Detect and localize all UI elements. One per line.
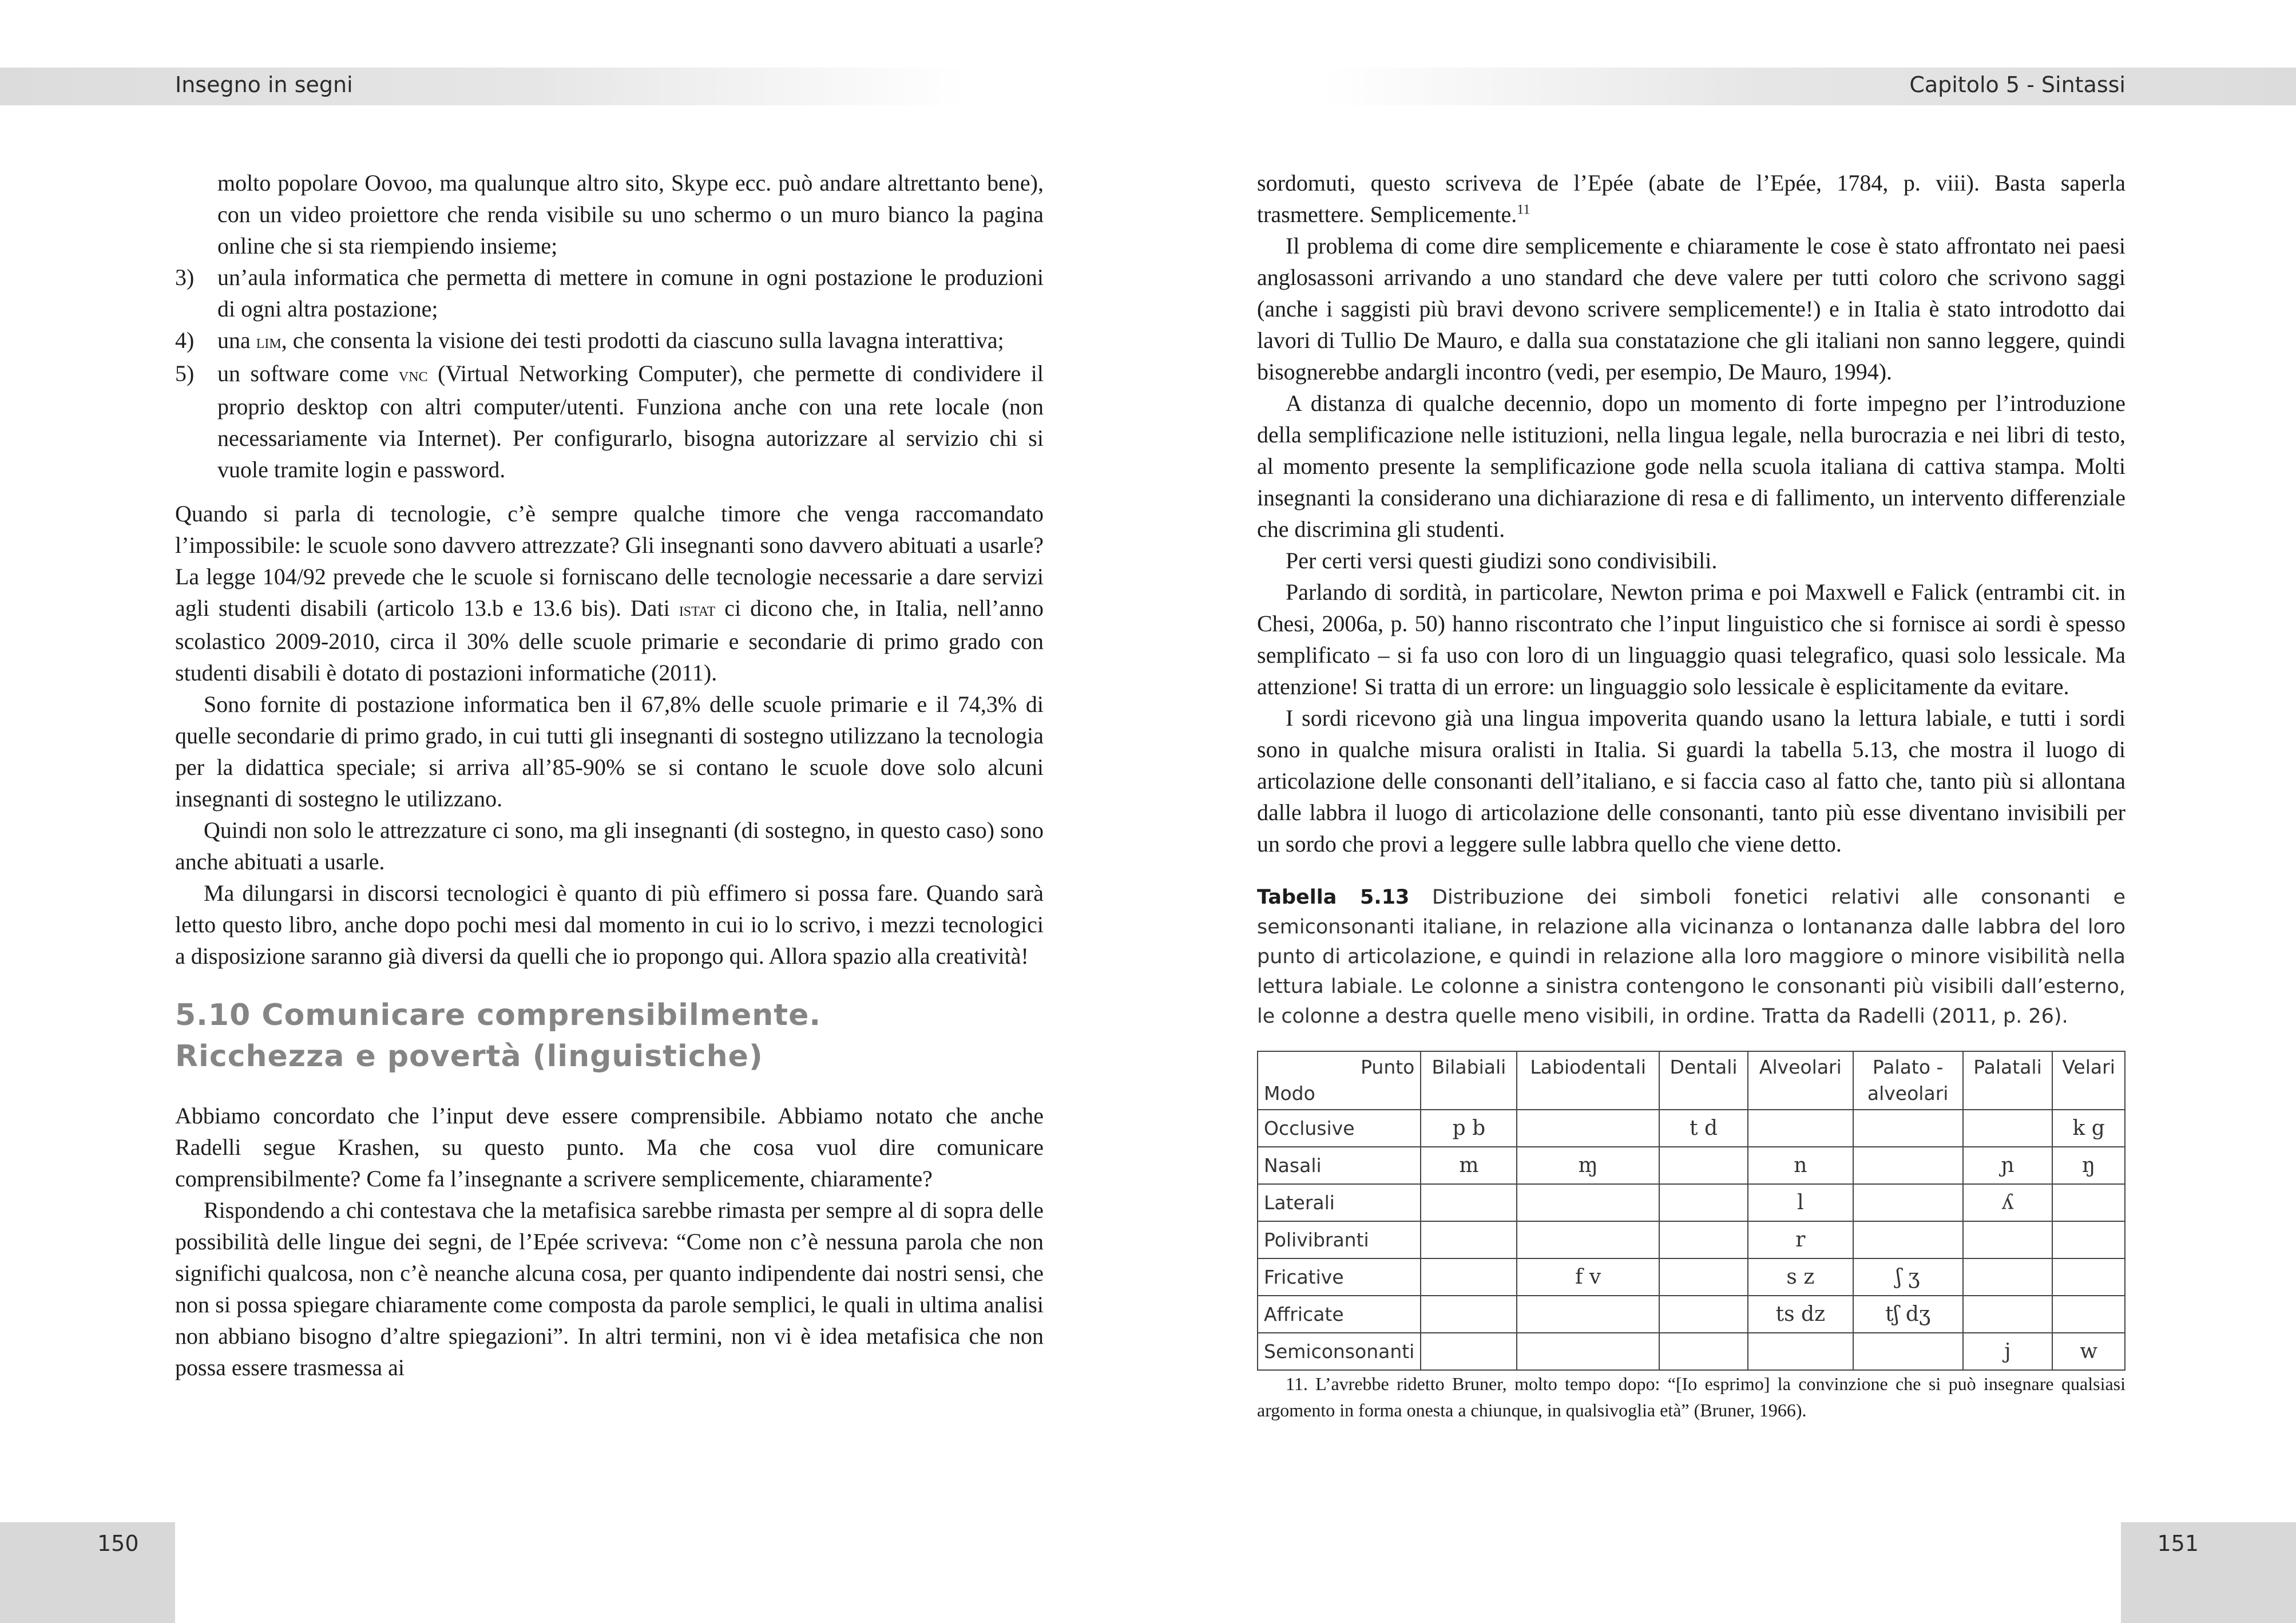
folio-box xyxy=(2121,1522,2296,1623)
text-run: Quando si parla di tecnologie, c’è sempre qualche timore che venga raccomandato l’impossibile: le scuole sono davvero attrezzate? Gli insegnanti sono davvero abituati a usarle? La legge 104/92 prevede che le scuole si forniscano delle tecnologie necessarie a dare servizi agli studenti disabili (articolo 13.b e 13.6 bis). Dati xyxy=(175,501,1044,621)
table-cell: ɲ xyxy=(1963,1147,2053,1184)
table-row xyxy=(1258,1258,2125,1296)
text-run: ci dicono che, in Italia, nell’anno scolastico 2009-2010, circa il 30% delle scuole primarie e secondarie di primo grado con studenti disabili è dotato di postazioni informatiche (2011). xyxy=(175,595,1044,686)
table-cell xyxy=(1421,1258,1517,1296)
table-row xyxy=(1258,1296,2125,1333)
table-cell xyxy=(1963,1296,2053,1333)
table-cell xyxy=(1421,1184,1517,1221)
table-cell xyxy=(1659,1221,1748,1258)
table-row xyxy=(1258,1110,2125,1147)
list-number: 4) xyxy=(175,327,195,353)
corner-bottom-label: Modo xyxy=(1264,1082,1315,1105)
page-number-left: 150 xyxy=(97,1531,139,1556)
caption-label: Tabella 5.13 xyxy=(1257,886,1410,909)
consonant-table xyxy=(1257,1051,2126,1371)
table-row xyxy=(1258,1333,2125,1370)
heading-line: 5.10 Comunicare comprensibilmente. xyxy=(175,998,822,1032)
table-cell xyxy=(2052,1221,2125,1258)
right-text-column xyxy=(1257,167,2126,1423)
column-header: Palatali xyxy=(1963,1051,2053,1110)
table-cell xyxy=(1659,1147,1748,1184)
list-text xyxy=(217,324,1044,358)
table-corner-cell xyxy=(1258,1051,1421,1110)
column-header: Bilabiali xyxy=(1421,1051,1517,1110)
table-cell xyxy=(1963,1221,2053,1258)
table-cell xyxy=(1421,1221,1517,1258)
table-cell: tʃ dʒ xyxy=(1853,1296,1963,1333)
text-run: un software come xyxy=(217,361,399,386)
table-cell xyxy=(1853,1333,1963,1370)
row-label: Nasali xyxy=(1258,1147,1421,1184)
table-cell xyxy=(1517,1333,1659,1370)
column-header: Palato - alveolari xyxy=(1853,1051,1963,1110)
row-label: Occlusive xyxy=(1258,1110,1421,1147)
page-number-right: 151 xyxy=(2157,1531,2199,1556)
table-cell xyxy=(1659,1258,1748,1296)
table-cell xyxy=(1853,1184,1963,1221)
footnote: 11. L’avrebbe ridetto Bruner, molto tempo dopo: “[Io esprimo] la convinzione che si può insegnare qualsiasi argomento in forma onesta a chiunque, in qualsivoglia età” (Bruner, 1966). xyxy=(1257,1373,2126,1420)
table-cell xyxy=(1659,1333,1748,1370)
row-label: Fricative xyxy=(1258,1258,1421,1296)
paragraph: Il problema di come dire semplicemente e chiaramente le cose è stato affrontato nei paesi anglosassoni arrivando a uno standard che deve valere per tutti coloro che scrivono saggi (anche i saggisti più bravi devono scrivere semplicemente!) e in Italia è stato introdotto dai lavori di Tullio De Mauro, e dalla sua constatazione che gli italiani non sanno leggere, quindi bisognerebbe andargli incontro (vedi, per esempio, De Mauro, 1994). xyxy=(1257,233,2126,385)
table-cell xyxy=(1748,1333,1853,1370)
table-cell xyxy=(1963,1258,2053,1296)
paragraph: Sono fornite di postazione informatica ben il 67,8% delle scuole primarie e il 74,3% di quelle secondarie di primo grado, in cui tutti gli insegnanti di sostegno utilizzano la tecnologia per la didattica speciale; si arriva all’85-90% se si contano le scuole dove solo alcuni insegnanti di sostegno le utilizzano. xyxy=(175,691,1044,812)
list-number: 3) xyxy=(175,264,195,290)
abbreviation: istat xyxy=(679,599,716,620)
abbreviation: lim xyxy=(256,331,281,353)
table-cell xyxy=(1517,1184,1659,1221)
table-cell xyxy=(1853,1147,1963,1184)
table-cell: l xyxy=(1748,1184,1853,1221)
table-cell: r xyxy=(1748,1221,1853,1258)
table-cell: w xyxy=(2052,1333,2125,1370)
column-header: Dentali xyxy=(1659,1051,1748,1110)
header-band xyxy=(1323,68,2296,105)
table-cell: n xyxy=(1748,1147,1853,1184)
table-cell: k g xyxy=(2052,1110,2125,1147)
text-run: sordomuti, questo scriveva de l’Epée (abate de l’Epée, 1784, p. viii). Basta saperla trasmettere. Semplicemente. xyxy=(1257,170,2126,227)
footnote-ref: 11 xyxy=(1517,202,1530,217)
heading-line: Ricchezza e povertà (linguistiche) xyxy=(175,1039,763,1074)
left-text-column xyxy=(175,167,1044,1383)
folio-box xyxy=(0,1522,175,1623)
paragraph xyxy=(1257,167,2126,230)
row-label: Polivibranti xyxy=(1258,1221,1421,1258)
section-heading xyxy=(175,995,1044,1077)
caption-text: Distribuzione dei simboli fonetici relativi alle consonanti e semiconsonanti italiane, in relazione alla vicinanza o lontananza dalle labbra del loro punto di articolazione, e quindi in relazione alla loro maggiore o minore visibilità nella lettura labiale. Le colonne a sinistra contengono le consonanti più visibili dall’esterno, le colonne a destra quelle meno visibili, in ordine. Tratta da Radelli (2011, p. 26). xyxy=(1257,886,2126,1028)
table-cell: ʃ ʒ xyxy=(1853,1258,1963,1296)
header-band xyxy=(0,68,967,105)
running-head-left: Insegno in segni xyxy=(175,72,353,97)
list-item-4 xyxy=(175,324,1044,358)
table-cell: ɱ xyxy=(1517,1147,1659,1184)
paragraph: Per certi versi questi giudizi sono condivisibili. xyxy=(1286,548,1718,573)
paragraph xyxy=(175,498,1044,688)
list-number: 5) xyxy=(175,361,195,386)
table-cell xyxy=(1517,1296,1659,1333)
table-row xyxy=(1258,1147,2125,1184)
row-label: Laterali xyxy=(1258,1184,1421,1221)
table-cell: m xyxy=(1421,1147,1517,1184)
column-header: Velari xyxy=(2052,1051,2125,1110)
table-cell xyxy=(1853,1110,1963,1147)
table-cell xyxy=(1659,1296,1748,1333)
table-cell: ts dz xyxy=(1748,1296,1853,1333)
table-cell xyxy=(1421,1333,1517,1370)
column-header: Labiodentali xyxy=(1517,1051,1659,1110)
table-cell: s z xyxy=(1748,1258,1853,1296)
table-cell xyxy=(2052,1296,2125,1333)
abbreviation: vnc xyxy=(398,365,428,386)
list-text xyxy=(217,358,1044,485)
table-cell xyxy=(2052,1258,2125,1296)
table-cell xyxy=(1421,1296,1517,1333)
paragraph: Quindi non solo le attrezzature ci sono, ma gli insegnanti (di sostegno, in questo caso) sono anche abituati a usarle. xyxy=(175,817,1044,874)
paragraph: Rispondendo a chi contestava che la metafisica sarebbe rimasta per sempre al di sopra delle possibilità delle lingue dei segni, de l’Epée scriveva: “Come non c’è nessuna parola che non significhi qualcosa, non c’è neanche alcuna cosa, per quanto indipendente dai nostri sensi, che non si possa spiegare chiaramente come composta da parole semplici, le quali in ultima analisi non abbiano bisogno d’altre spiegazioni”. In altri termini, non vi è idea metafisica che non possa essere trasmessa ai xyxy=(175,1197,1044,1380)
table-cell xyxy=(1517,1221,1659,1258)
table-cell xyxy=(1748,1110,1853,1147)
table-caption xyxy=(1257,882,2126,1031)
table-cell: p b xyxy=(1421,1110,1517,1147)
paragraph: A distanza di qualche decennio, dopo un momento di forte impegno per l’introduzione della semplificazione nelle istituzioni, nella lingua legale, nella burocrazia e nei libri di testo, al momento presente la semplificazione gode nella scuola italiana di cattiva stampa. Molti insegnanti la considerano una dichiarazione di resa e di fallimento, un intervento differenziale che discrimina gli studenti. xyxy=(1257,390,2126,542)
list-item-3 xyxy=(175,262,1044,324)
table-cell: f v xyxy=(1517,1258,1659,1296)
row-label: Affricate xyxy=(1258,1296,1421,1333)
running-head-right: Capitolo 5 - Sintassi xyxy=(1909,72,2126,97)
list-continuation: molto popolare Oovoo, ma qualunque altro sito, Skype ecc. può andare altrettanto bene), con un video proiettore che renda visibile su uno schermo o un muro bianco la pagina online che si sta riempiendo insieme; xyxy=(217,170,1044,259)
table-cell xyxy=(1853,1221,1963,1258)
table-cell xyxy=(1659,1184,1748,1221)
table-cell xyxy=(1963,1110,2053,1147)
paragraph: Abbiamo concordato che l’input deve essere comprensibile. Abbiamo notato che anche Radelli segue Krashen, su questo punto. Ma che cosa vuol dire comunicare comprensibilmente? Come fa l’insegnante a scrivere semplicemente, chiaramente? xyxy=(175,1103,1044,1191)
text-run: una xyxy=(217,327,256,353)
table-cell: ʎ xyxy=(1963,1184,2053,1221)
list-text: un’aula informatica che permetta di mettere in comune in ogni postazione le produzioni di ogni altra postazione; xyxy=(217,264,1044,322)
paragraph: I sordi ricevono già una lingua impoverita quando usano la lettura labiale, e tutti i sordi sono in qualche misura oralisti in Italia. Si guardi la tabella 5.13, che mostra il luogo di articolazione delle consonanti dell’italiano, e si faccia caso al fatto che, tanto più si allontana dalle labbra il luogo di articolazione delle consonanti, tanto più esse diventano invisibili per un sordo che provi a leggere sulle labbra quello che viene detto. xyxy=(1257,705,2126,857)
paragraph: Ma dilungarsi in discorsi tecnologici è quanto di più effimero si possa fare. Quando sarà letto questo libro, anche dopo pochi mesi dal momento in cui io lo scrivo, i mezzi tecnologici a disposizione saranno già diversi da quelli che io propongo qui. Allora spazio alla creatività! xyxy=(175,880,1044,969)
list-item-5 xyxy=(175,358,1044,485)
text-run: , che consenta la visione dei testi prodotti da ciascuno sulla lavagna interattiva; xyxy=(281,327,1004,353)
table-cell xyxy=(1517,1110,1659,1147)
table-row xyxy=(1258,1221,2125,1258)
table-cell: t d xyxy=(1659,1110,1748,1147)
column-header: Alveolari xyxy=(1748,1051,1853,1110)
right-page xyxy=(1148,0,2296,1623)
row-label: Semiconsonanti xyxy=(1258,1333,1421,1370)
table-row xyxy=(1258,1184,2125,1221)
table-body xyxy=(1258,1110,2125,1370)
table-cell: j xyxy=(1963,1333,2053,1370)
corner-top-label: Punto xyxy=(1361,1056,1415,1078)
paragraph: Parlando di sordità, in particolare, Newton prima e poi Maxwell e Falick (entrambi cit. in Chesi, 2006a, p. 50) hanno riscontrato che l’input linguistico che si fornisce ai sordi è spesso semplificato – si fa uso con loro di un linguaggio quasi telegrafico, quasi solo lessicale. Ma attenzione! Si tratta di un errore: un linguaggio solo lessicale è esplicitamente da evitare. xyxy=(1257,579,2126,699)
text-run: (Virtual Networking Computer), che permette di condividere il proprio desktop con altri computer/utenti. Funziona anche con una rete locale (non necessariamente via Internet). Per configurarlo, bisogna autorizzare al servizio chi si vuole tramite login e password. xyxy=(217,361,1044,482)
table-cell: ŋ xyxy=(2052,1147,2125,1184)
table-cell xyxy=(2052,1184,2125,1221)
table-header-row xyxy=(1258,1051,2125,1110)
